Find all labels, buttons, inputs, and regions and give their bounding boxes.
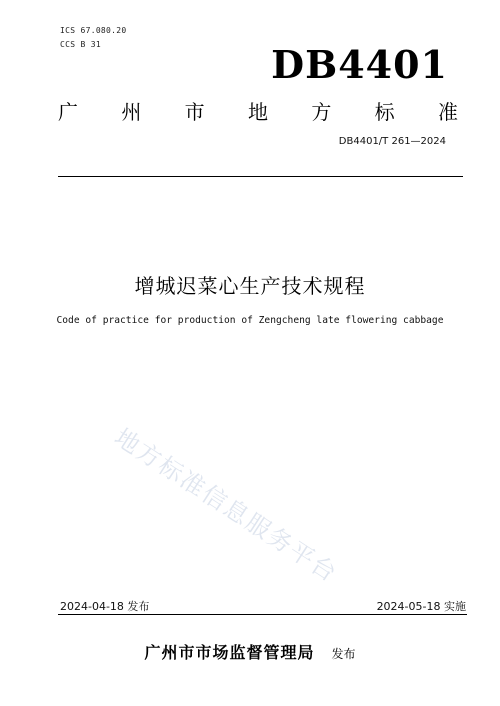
publisher-name: 广州市市场监督管理局 <box>144 643 315 662</box>
header-divider <box>58 176 463 177</box>
watermark: 地方标准信息服务平台 <box>109 423 343 589</box>
publish-action: 发布 <box>331 647 356 661</box>
ics-code: ICS 67.080.20 <box>60 26 127 35</box>
implementation-date: 2024-05-18 实施 <box>376 600 466 613</box>
standard-type-char: 广 <box>58 100 78 124</box>
footer-divider <box>58 614 467 615</box>
standard-type-char: 准 <box>437 100 458 124</box>
standard-number: DB4401/T 261—2024 <box>338 136 446 147</box>
document-title-english: Code of practice for production of Zengcheng late flowering cabbage <box>56 315 444 326</box>
standard-type-char: 标 <box>374 100 395 124</box>
publisher-line <box>0 640 500 663</box>
standard-code: DB4401 <box>271 42 448 87</box>
issue-date: 2024-04-18 发布 <box>60 600 150 613</box>
ccs-code: CCS B 31 <box>60 40 101 49</box>
standard-type-char: 地 <box>247 100 268 124</box>
standard-type <box>58 96 458 125</box>
document-title-chinese: 增城迟菜心生产技术规程 <box>134 274 366 298</box>
standard-type-char: 市 <box>184 100 205 124</box>
standard-type-char: 州 <box>121 100 142 124</box>
standard-type-char: 方 <box>311 100 332 124</box>
